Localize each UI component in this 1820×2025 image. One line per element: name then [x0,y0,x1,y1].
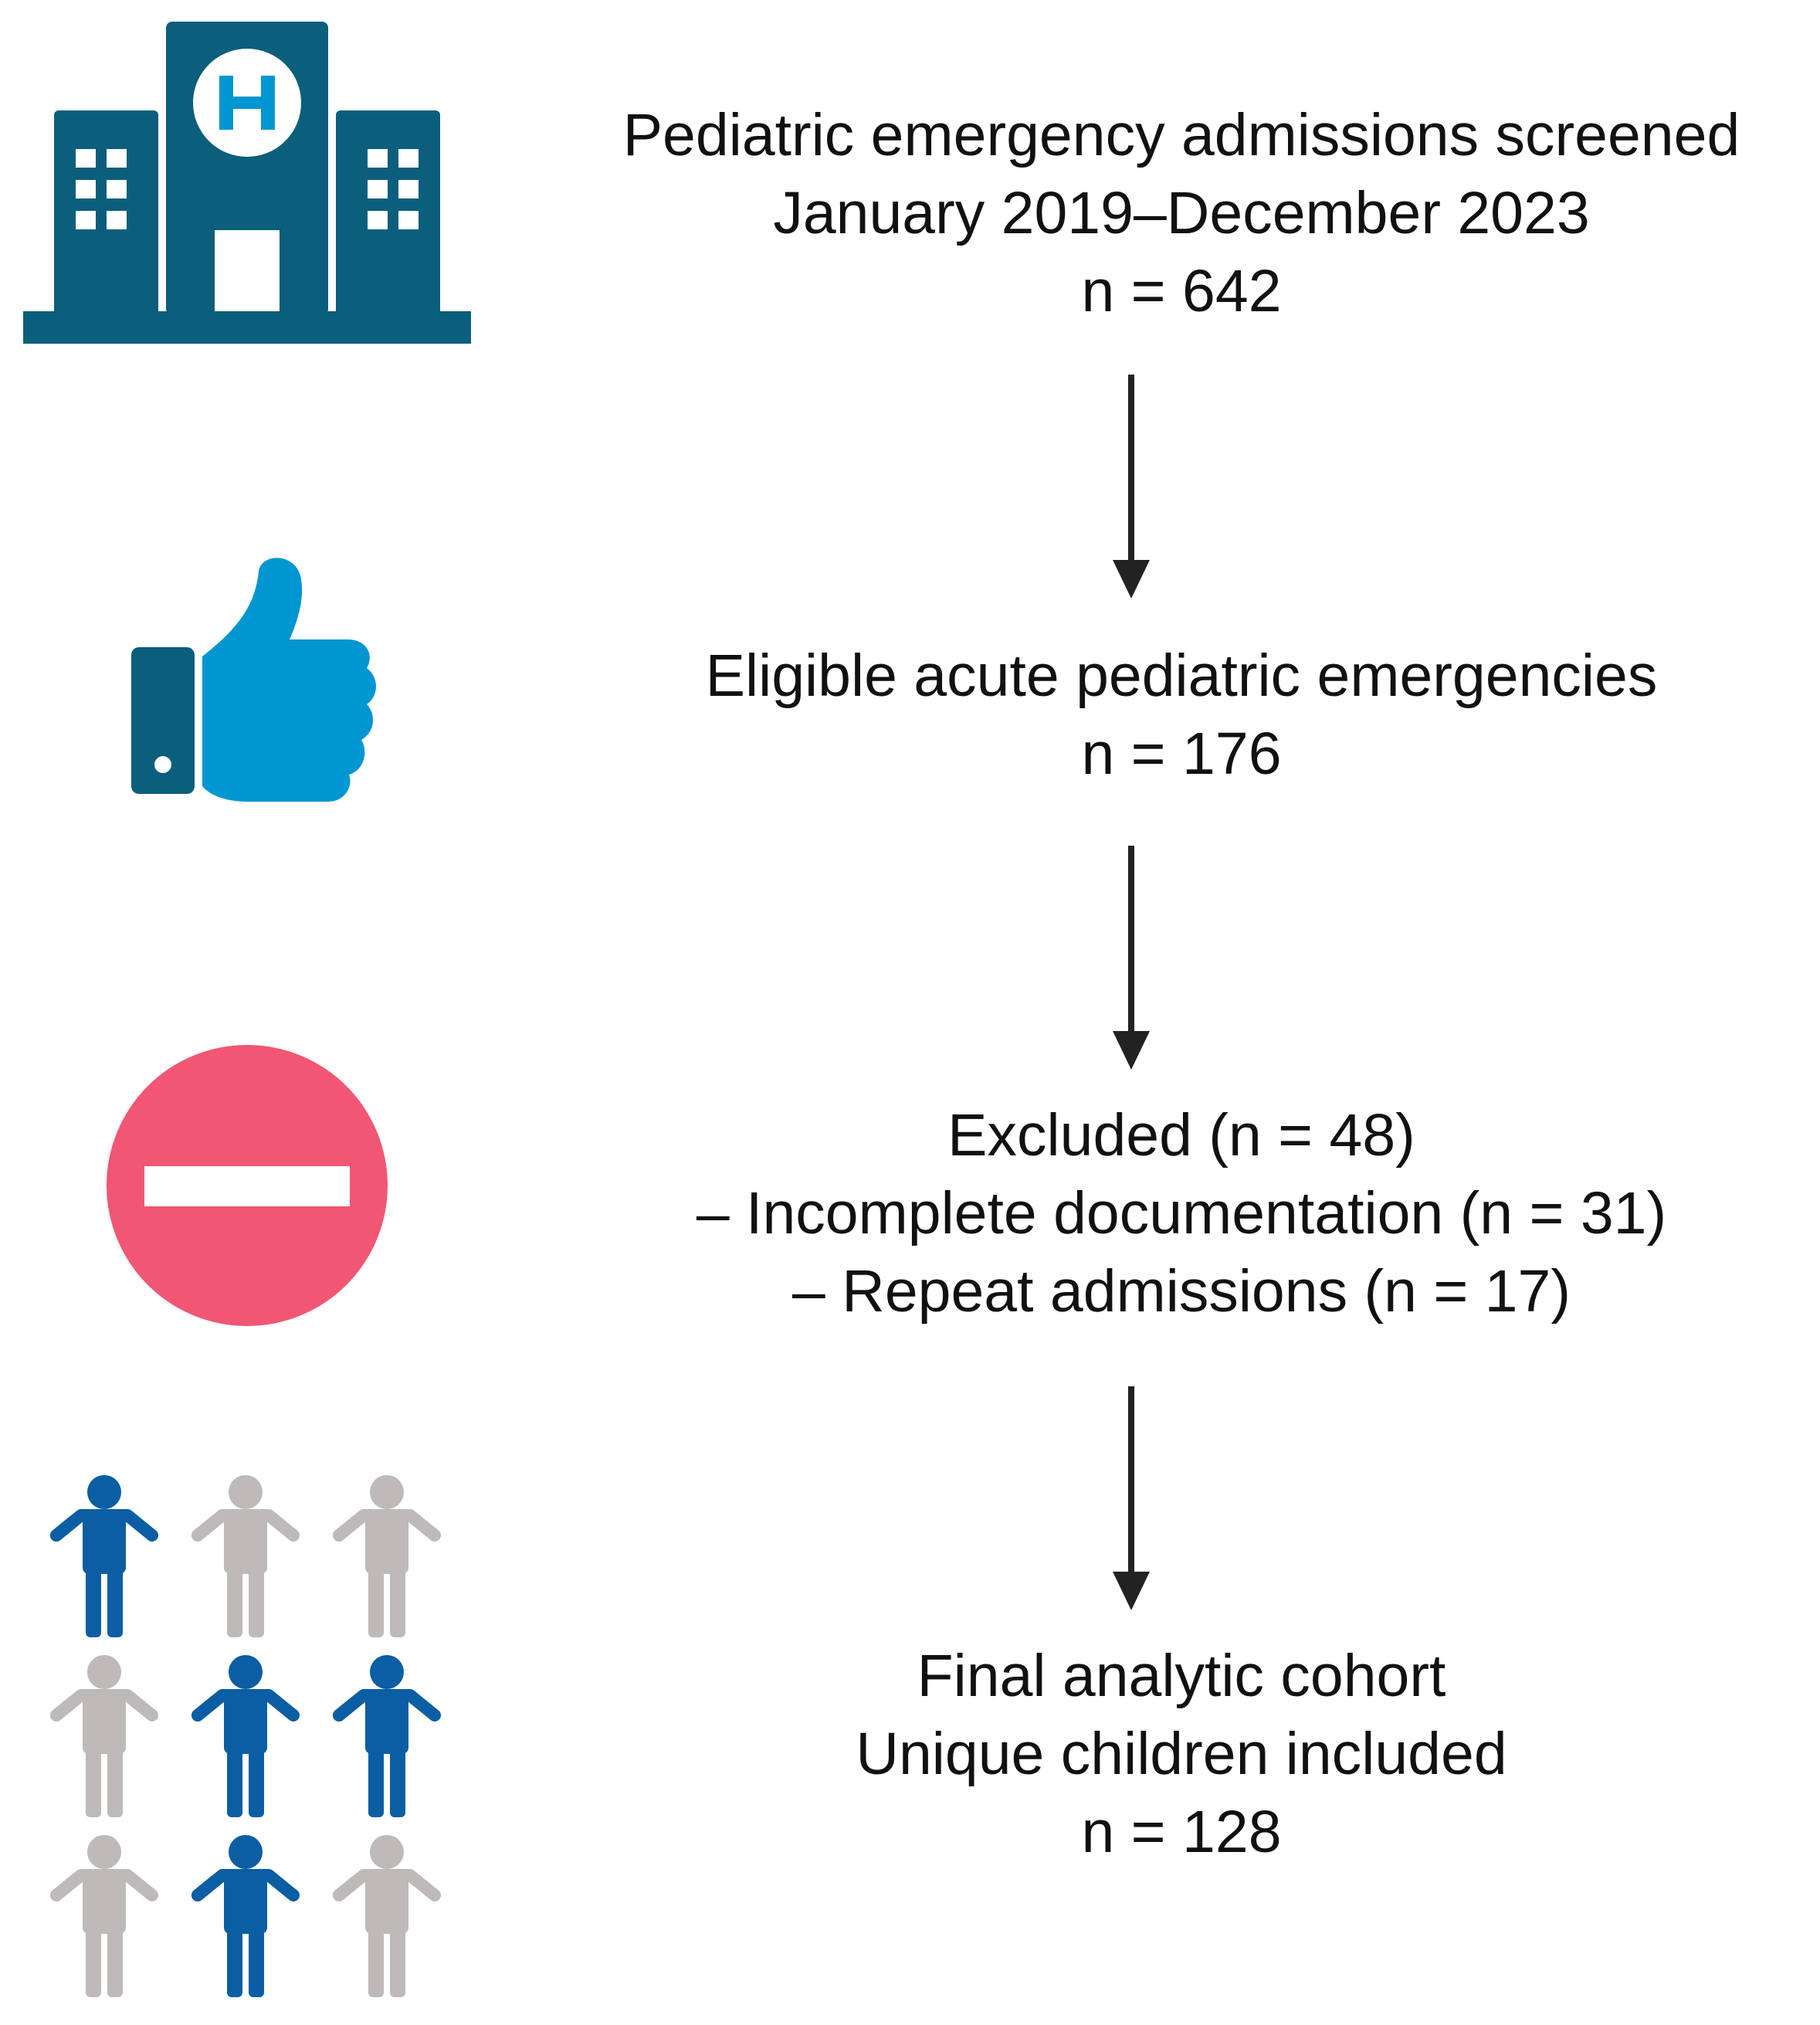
person-icon [56,1835,152,1997]
person-icon [56,1475,152,1637]
arrow-down-icon [1110,1386,1153,1610]
step-eligible-line-1: Eligible acute pediatric emergencies [705,643,1658,709]
step-screened-line-1: Pediatric emergency admissions screened [622,102,1740,168]
arrow-down-icon [1110,846,1153,1070]
step-screened-line-3: n = 642 [1081,258,1282,324]
step-screened-line-2: January 2019–December 2023 [773,180,1590,246]
person-icon [198,1655,293,1817]
step-excluded [541,1097,1820,1331]
person-icon [56,1655,152,1817]
step-eligible [541,637,1820,793]
step-final-line-3: n = 128 [1081,1799,1282,1865]
person-icon [198,1835,293,1997]
hospital-icon [23,22,471,346]
step-screened [541,97,1820,331]
thumbs-up-icon [131,556,386,803]
person-icon [339,1835,435,1997]
person-icon [339,1475,435,1637]
person-icon [198,1475,293,1637]
step-excluded-line-1: Excluded (n = 48) [947,1102,1415,1169]
arrow-down-icon [1110,375,1153,599]
step-final-line-1: Final analytic cohort [917,1643,1446,1709]
step-eligible-line-2: n = 176 [1081,721,1282,787]
no-entry-icon [104,1043,390,1328]
step-final [541,1637,1820,1871]
people-group-icon [46,1467,463,2008]
step-excluded-line-2: – Incomplete documentation (n = 31) [696,1180,1667,1247]
step-excluded-line-3: – Repeat admissions (n = 17) [792,1258,1571,1325]
step-final-line-2: Unique children included [856,1721,1507,1787]
person-icon [339,1655,435,1817]
